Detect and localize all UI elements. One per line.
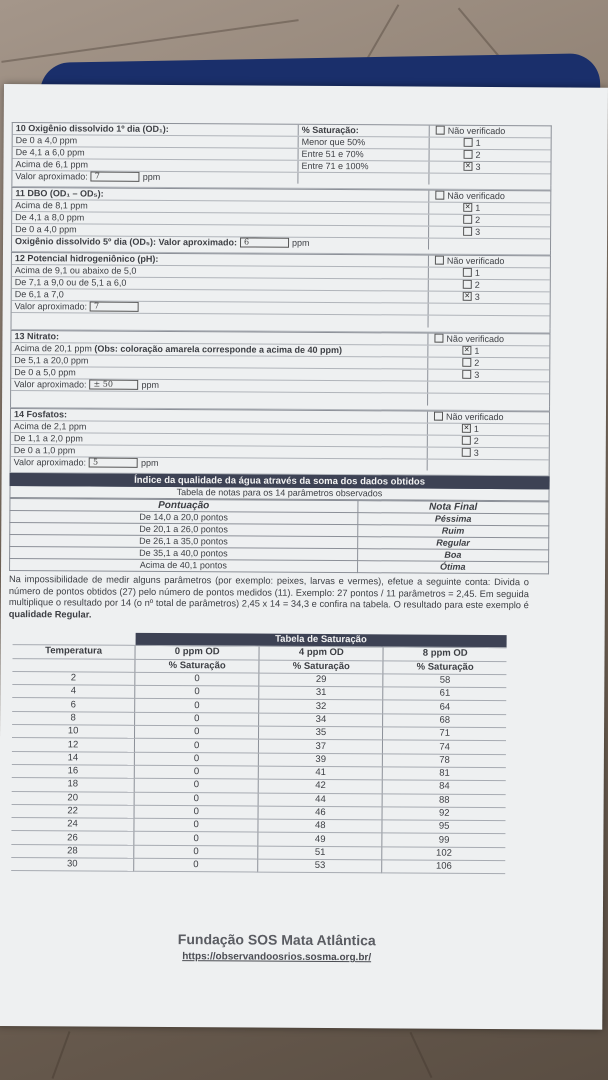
sat-0ppm-cell: 0 [134,805,258,819]
checkbox[interactable] [434,412,443,421]
approx-value-field[interactable]: 7 [91,171,140,181]
footer [7,930,547,964]
section-heading: 14 Fosfatos: [13,409,68,420]
option-label: Acima de 6,1 ppm [15,159,89,170]
choice-cell [429,304,550,316]
saturation-row [11,858,505,874]
score-range: De 20,1 a 26,0 pontos [10,523,358,537]
option-label: De 0 a 4,0 ppm [15,135,78,146]
choice-label: Não verificado [447,125,506,137]
form-content [7,122,552,964]
sub-header-8: % Saturação [383,660,506,674]
choice-label: 1 [475,137,481,148]
choice-label: 1 [475,202,481,213]
row-label [11,391,428,406]
unit-label: ppm [141,457,159,468]
section-heading: % Saturação: [301,124,359,136]
sat-4ppm-cell: 29 [259,673,383,687]
sat-4ppm-cell: 32 [259,700,383,714]
temperature-cell: 24 [11,818,134,832]
section-heading: 12 Potencial hidrogeniônico (pH): [14,253,159,264]
choice-cell [429,280,550,292]
temperature-cell: 26 [11,831,134,845]
row-label [13,123,299,136]
choice-cell [430,138,551,150]
checkbox[interactable] [463,268,472,277]
choice-cell [430,150,551,162]
checkbox[interactable] [463,292,472,301]
choice-cell [429,162,550,174]
sat-4ppm-cell: 34 [259,713,383,727]
temperature-cell: 8 [12,711,135,725]
option-label: De 7,1 a 9,0 ou de 5,1 a 6,0 [14,277,127,288]
sat-4ppm-cell: 46 [258,806,382,820]
sat-8ppm-cell: 84 [383,780,506,794]
checkbox[interactable] [463,162,472,171]
option-label: De 4,1 a 8,0 ppm [15,212,85,223]
col-score-header: Pontuação [10,499,358,513]
choice-cell [429,316,550,329]
section-10 [11,122,551,185]
score-range: De 26,1 a 35,0 pontos [10,535,358,549]
option-label: De 0 a 5,0 ppm [14,367,76,378]
choice-cell [428,436,549,448]
checkbox[interactable] [463,203,472,212]
choice-cell [428,424,549,436]
option-label: Acima de 20,1 ppm [14,343,95,354]
note-bold: qualidade Regular. [8,608,92,620]
option-label: Entre 51 e 70% [301,148,364,160]
sat-8ppm-cell: 88 [382,793,505,807]
row-label [13,135,299,148]
choice-cell [428,460,549,472]
approx-value-field[interactable]: 5 [89,457,138,467]
choice-label: 1 [474,345,480,356]
checkbox[interactable] [462,424,471,433]
final-grade: Regular [357,537,549,550]
checkbox[interactable] [434,334,443,343]
choice-label: 1 [474,267,480,278]
choice-cell [428,334,549,346]
sat-0ppm-cell: 0 [134,832,258,846]
checkbox[interactable] [462,346,471,355]
checkbox[interactable] [463,215,472,224]
sub-header-0: % Saturação [135,659,259,673]
approx-value-field[interactable]: 6 [240,237,289,247]
choice-label: 1 [473,423,479,434]
choice-label: Não verificado [446,333,505,345]
quality-index-subtitle: Tabela de notas para os 14 parâmetros observados [9,486,549,501]
sat-8ppm-cell: 81 [383,767,506,781]
row-label [12,313,429,328]
quality-row [10,559,549,574]
saturation-label [299,149,430,161]
choice-label: 2 [475,149,481,160]
checkbox[interactable] [435,191,444,200]
choice-cell [428,448,549,460]
col-temp-header: Temperatura [12,645,135,659]
choice-label: Não verificado [446,255,505,267]
temperature-cell: 12 [12,738,135,752]
choice-cell [429,256,550,268]
choice-label: 3 [474,369,480,380]
final-grade: Péssima [357,513,549,526]
option-label: Menor que 50% [301,136,366,148]
choice-label: Não verificado [445,411,504,423]
calculation-note [9,574,529,623]
sub-header-4: % Saturação [259,660,383,674]
sat-0ppm-cell: 0 [135,685,259,699]
sat-8ppm-cell: 95 [382,820,505,834]
saturation-label [299,125,430,137]
temperature-cell: 14 [12,751,135,765]
option-label: Acima de 2,1 ppm [13,421,87,432]
footer-url-link[interactable]: https://observandoosrios.sosma.org.br/ [182,951,372,964]
choice-label: 2 [473,435,479,446]
col-4ppm-header: 4 ppm OD [259,646,383,660]
checkbox[interactable] [462,358,471,367]
sat-8ppm-cell: 68 [383,714,506,728]
sat-0ppm-cell: 0 [135,725,259,739]
note-text: Na impossibilidade de medir alguns parâmetros (por exemplo: peixes, larvas e vermes), efetue a seguinte conta: Divida o número de pontos obtidos (27) pelo número de pontos medidos (11). Exemplo: 27 pontos / 11 parâmetros = 2,45. Em seguida multiplique o resultado por 14 (o nº total de parâmetros) 2,45 x 14 = 34,3 e confira na tabela. O resultado para este exemplo é [8,574,529,611]
sat-8ppm-cell: 92 [382,807,505,821]
temperature-cell: 2 [12,671,135,685]
saturation-label [299,137,430,149]
col-0ppm-header: 0 ppm OD [135,646,259,660]
score-range: Acima de 40,1 pontos [10,559,358,573]
temperature-cell: 28 [11,844,134,858]
choice-label: 3 [475,226,481,237]
choice-cell [429,203,550,215]
section-heading: 11 DBO (OD₁ – OD₅): [15,188,104,199]
sat-8ppm-cell: 58 [383,674,506,688]
sat-4ppm-cell: 31 [259,686,383,700]
sat-0ppm-cell: 0 [135,712,259,726]
unit-label: ppm [142,171,161,182]
final-grade: Boa [357,549,549,562]
saturation-label [298,173,429,185]
temperature-cell: 6 [12,698,135,712]
choice-label: 2 [474,357,480,368]
sat-4ppm-cell: 51 [258,846,382,860]
sat-4ppm-cell: 39 [259,753,383,767]
col-8ppm-header: 8 ppm OD [383,647,506,661]
choice-cell [429,215,550,227]
option-label: De 0 a 4,0 ppm [15,224,77,235]
choice-label: 2 [475,214,481,225]
sat-8ppm-cell: 71 [383,727,506,741]
choice-label: Não verificado [447,190,505,202]
checkbox[interactable] [436,126,445,135]
option-label: Valor aproximado: [15,171,88,182]
sat-4ppm-cell: 35 [259,726,383,740]
option-label: Acima de 9,1 ou abaixo de 5,0 [14,265,137,276]
option-label: Valor aproximado: [14,301,88,312]
quality-index-title: Índice da qualidade da água através da soma dos dados obtidos [10,473,550,489]
row-label [12,171,298,184]
choice-cell [428,394,549,407]
saturation-label [298,161,429,173]
sat-4ppm-cell: 53 [258,859,382,873]
section-heading: 10 Oxigênio dissolvido 1º dia (OD₁): [15,123,169,135]
score-range: De 14,0 a 20,0 pontos [10,511,358,525]
section-13 [10,330,550,406]
choice-cell [428,382,549,394]
option-label: De 1,1 a 2,0 ppm [13,433,83,444]
approx-value-field[interactable]: 7 [90,301,139,311]
sat-0ppm-cell: 0 [134,779,258,793]
choice-cell [429,191,550,203]
option-label: De 4,1 a 6,0 ppm [15,147,85,158]
col-grade-header: Nota Final [357,501,549,514]
temperature-cell: 20 [12,791,135,805]
final-grade: Ruim [357,525,549,538]
footer-org: Fundação SOS Mata Atlântica [177,931,376,949]
parameter-sections [10,122,552,476]
row-label [12,159,298,172]
section-11 [11,187,551,250]
choice-cell [429,239,550,251]
sat-0ppm-cell: 0 [134,845,258,859]
option-label: De 5,1 a 20,0 ppm [14,355,89,366]
choice-cell [429,268,550,280]
temperature-cell: 18 [12,778,135,792]
sat-0ppm-cell: 0 [134,792,258,806]
sat-4ppm-cell: 48 [258,819,382,833]
choice-cell [430,126,551,138]
quality-index-table [9,498,549,574]
choice-cell [429,227,550,239]
choice-label: 3 [475,161,481,172]
sat-8ppm-cell: 106 [382,860,505,874]
sat-4ppm-cell: 41 [259,766,383,780]
sat-8ppm-cell: 74 [383,740,506,754]
choice-label: 2 [474,279,480,290]
temperature-cell: 30 [11,858,134,872]
option-note: (Obs: coloração amarela corresponde a acima de 40 ppm) [94,343,343,356]
sat-4ppm-cell: 49 [258,833,382,847]
section-heading: 13 Nitrato: [14,331,60,342]
choice-cell [428,358,549,370]
paper-sheet [0,84,608,1030]
temperature-cell: 4 [12,685,135,699]
row-label [13,147,299,160]
saturation-title: Tabela de Saturação [135,633,506,648]
choice-cell [428,370,549,382]
score-range: De 35,1 a 40,0 pontos [10,547,358,561]
sat-0ppm-cell: 0 [134,818,258,832]
checkbox[interactable] [462,370,471,379]
sat-0ppm-cell: 0 [135,699,259,713]
approx-value-field[interactable]: ± 50 [90,379,139,389]
choice-cell [428,346,549,358]
option-label: Valor aproximado: [13,457,87,468]
section-12 [11,252,551,328]
checkbox[interactable] [463,280,472,289]
choice-label: 3 [473,447,479,458]
sat-8ppm-cell: 102 [382,847,505,861]
unit-label: ppm [291,237,310,248]
sat-0ppm-cell: 0 [134,858,258,872]
checkbox[interactable] [462,436,471,445]
unit-label: ppm [141,379,160,390]
temperature-cell: 16 [12,765,135,779]
option-label: Entre 71 e 100% [301,160,369,172]
choice-cell [429,292,550,304]
option-label: De 6,1 a 7,0 [14,289,64,300]
final-grade: Ótima [357,561,549,574]
sat-0ppm-cell: 0 [135,672,259,686]
sat-0ppm-cell: 0 [135,739,259,753]
checkbox[interactable] [462,448,471,457]
option-label: Valor aproximado: [14,379,87,390]
choice-cell [429,174,550,186]
section-heading: Oxigênio dissolvido 5º dia (OD₅): Valor aproximado: [15,236,238,248]
sat-8ppm-cell: 64 [383,700,506,714]
checkbox[interactable] [464,138,473,147]
choice-cell [428,412,549,424]
sat-4ppm-cell: 37 [259,739,383,753]
sat-8ppm-cell: 61 [383,687,506,701]
checkbox[interactable] [464,150,473,159]
sat-8ppm-cell: 99 [382,833,505,847]
sat-4ppm-cell: 42 [258,779,382,793]
sat-4ppm-cell: 44 [258,793,382,807]
sat-0ppm-cell: 0 [134,765,258,779]
sat-0ppm-cell: 0 [134,752,258,766]
section-14 [10,408,550,471]
option-label: Acima de 8,1 ppm [15,200,88,211]
choice-label: 3 [474,291,480,302]
checkbox[interactable] [435,256,444,265]
temperature-cell: 10 [12,725,135,739]
saturation-table [11,632,506,874]
temperature-cell: 22 [12,804,135,818]
checkbox[interactable] [463,227,472,236]
option-label: De 0 a 1,0 ppm [13,445,76,456]
sat-8ppm-cell: 78 [383,753,506,767]
